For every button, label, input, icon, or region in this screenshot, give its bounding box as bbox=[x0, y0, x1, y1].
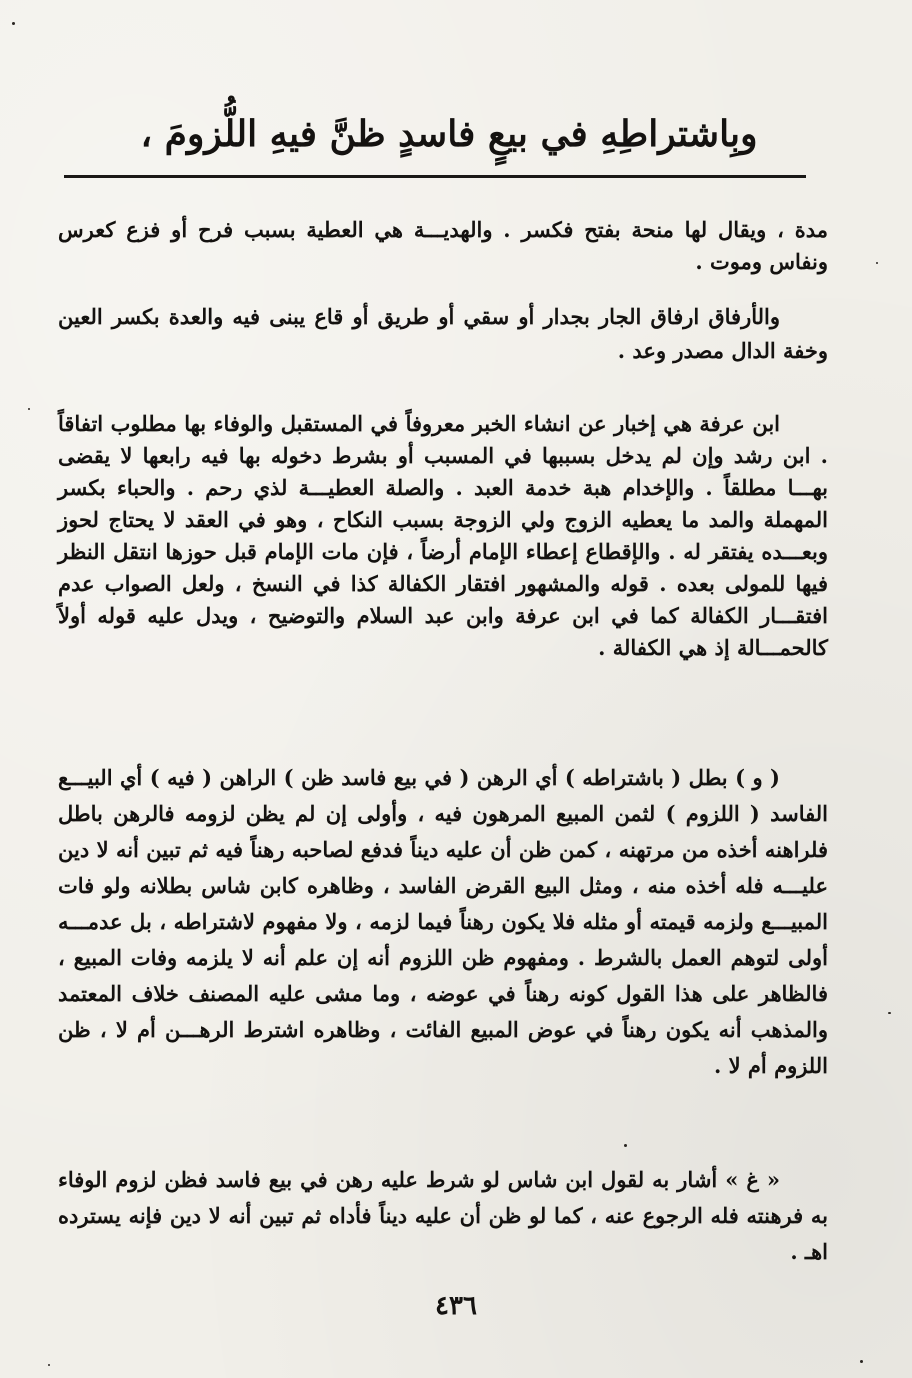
scan-speck bbox=[48, 1364, 50, 1366]
commentary-paragraph-2 bbox=[58, 300, 828, 368]
page-number: ٤٣٦ bbox=[435, 1291, 477, 1321]
scan-speck bbox=[888, 1012, 891, 1014]
scan-speck bbox=[860, 1360, 863, 1363]
commentary-paragraph-1 bbox=[58, 214, 828, 278]
commentary-paragraph-5 bbox=[58, 1162, 828, 1270]
paragraph-text: مدة ، ويقال لها منحة بفتح فكسر . والهديـــة هي العطية بسبب فرح أو فزع كعرس ونفاس وموت . bbox=[58, 217, 828, 274]
scan-speck bbox=[28, 408, 30, 410]
commentary-paragraph-4 bbox=[58, 760, 828, 1084]
paragraph-text: « غ » أشار به لقول ابن شاس لو شرط عليه رهن في بيع فاسد فظن لزوم الوفاء به فرهنته فله الرجوع عنه ، كما لو ظن أن عليه ديناً فأداه ثم تبين أنه لا دين فإنه يسترده اهـ . bbox=[58, 1167, 828, 1264]
header-rule bbox=[64, 175, 806, 178]
commentary-paragraph-3 bbox=[58, 408, 828, 664]
paragraph-text: ابن عرفة هي إخبار عن انشاء الخبر معروفاً في المستقبل والوفاء بها مطلوب اتفاقاً . ابن رشد وإن لم يدخل بسببها في المسبب أو بشرط دخوله بها فيه رابعها لا يقضى بهـــا مطلقاً . والإخدام هبة خدمة العبد . والصلة العطيـــة لذي رحم . والحباء بكسر المهملة والمد ما يعطيه الزوج ولي الزوجة بسبب النكاح ، وهو في العقد لا يحتاج لحوز وبعـــده يفتقر له . والإقطاع إعطاء الإمام أرضاً ، فإن مات الإمام قبل حوزها انتقل النظر فيها للمولى بعده . قوله والمشهور افتقار الكفالة كذا في النسخ ، ولعل الصواب عدم افتقـــار الكفالة كما في ابن عرفة وابن عبد السلام والتوضيح ، ويدل عليه قوله أولاً كالحمـــالة إذ هي الكفالة . bbox=[58, 411, 829, 660]
scan-speck bbox=[624, 1144, 627, 1147]
paragraph-text: والأرفاق ارفاق الجار بجدار أو سقي أو طريق أو قاع يبنى فيه والعدة بكسر العين وخفة الدال مصدر وعد . bbox=[58, 304, 828, 363]
matn-header-line: وبِاشتراطِهِ في بيعٍ فاسدٍ ظنَّ فيهِ اللُّزومَ ، bbox=[140, 113, 758, 155]
scan-speck bbox=[876, 262, 878, 264]
paragraph-text: ( و ) بطل ( باشتراطه ) أي الرهن ( في بيع فاسد ظن ) الراهن ( فيه ) أي البيـــع الفاسد ( اللزوم ) لثمن المبيع المرهون فيه ، وأولى إن لم يظن لزومه فالرهن باطل فلراهنه أخذه من مرتهنه ، كمن ظن أن عليه ديناً فدفع لصاحبه رهناً فيه ثم تبين أنه لا دين عليـــه فله أخذه منه ، ومثل البيع القرض الفاسد ، وظاهره كابن شاس بطلانه ولو فات المبيـــع ولزمه قيمته أو مثله فلا يكون رهناً فيما لزمه ، ولا مفهوم لاشتراطه ، بل عدمـــه أولى لتوهم العمل بالشرط . ومفهوم ظن اللزوم أنه إن علم أنه لا يلزمه وفات المبيع ، فالظاهر على هذا القول كونه رهناً في عوضه ، وما مشى عليه المصنف خلاف المعتمد والمذهب أنه يكون رهناً في عوض المبيع الفائت ، وظاهره اشترط الرهـــن أم لا ، ظن اللزوم أم لا . bbox=[58, 765, 828, 1078]
scan-speck bbox=[12, 22, 15, 25]
